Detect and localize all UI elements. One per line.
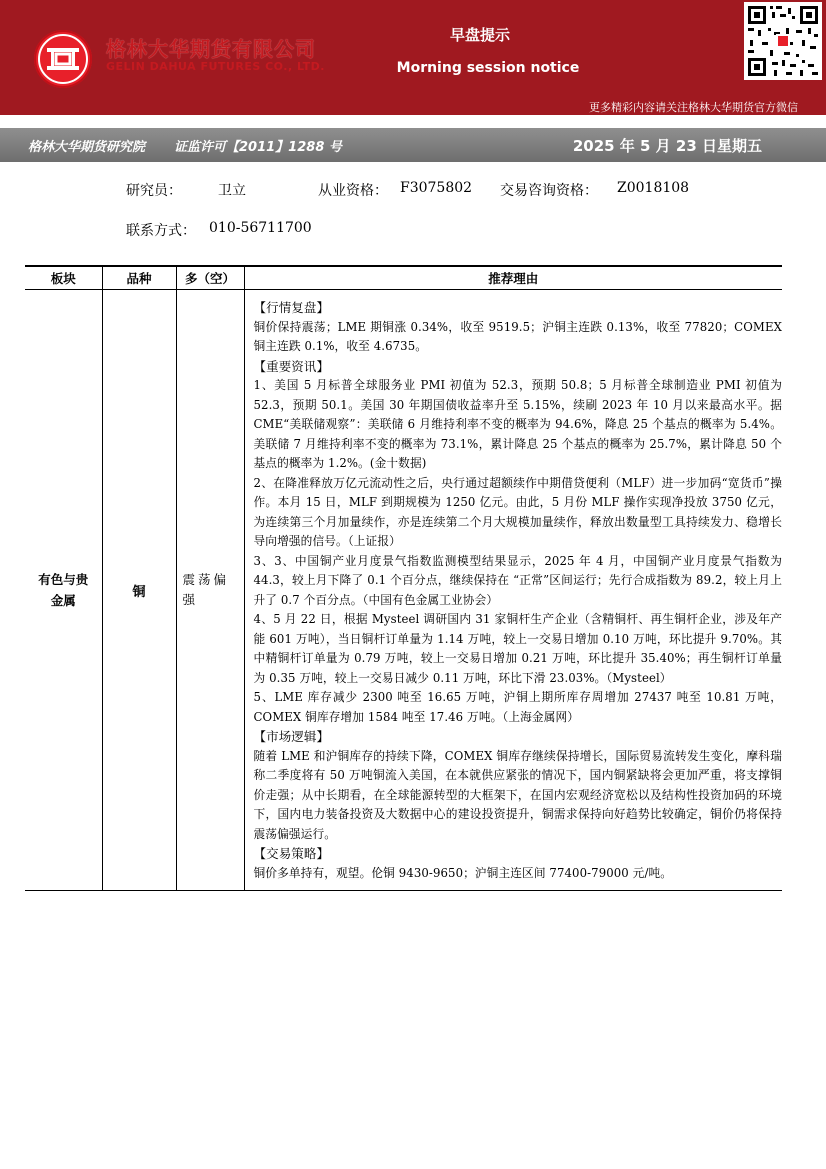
variety-cell xyxy=(102,290,176,891)
news-item-2: 2、在降准释放万亿元流动性之后，央行通过超额续作中期借贷便利（MLF）进一步加码“宽货币”操作。本月 15 日，MLF 到期规模为 1250 亿元。由此，5 月份 MLF 操作实现净投放 3750 亿元，为连续第三个月加量续作，亦是连续第二个月大规模加量续作，释放出数量型工具持续发力、稳增长导向增强的信号。（上证报） xyxy=(253,475,782,548)
paragraph-market-logic: 随着 LME 和沪铜库存的持续下降，COMEX 铜库存继续保持增长，国际贸易流转发生变化，摩科瑞称二季度将有 50 万吨铜流入美国，在本就供应紧张的情况下，国内铜紧缺将会更加严重，将支撑铜价走强；从中长期看，在全球能源转型的大框架下，在国内宏观经济宽松以及结构性投资加码的环境下，国内电力装备投资及大数据中心的建设投资提升，铜需求保持向好趋势比较确定，铜价仍将保持震荡偏强运行。 xyxy=(253,748,782,841)
institute-name: 格林大华期货研究院 xyxy=(28,140,146,155)
sector-cell xyxy=(25,290,102,891)
news-item-5: 5、LME 库存减少 2300 吨至 16.65 万吨，沪铜上期所库存周增加 27437 吨至 10.81 万吨，COMEX 铜库存增加 1584 吨至 17.46 万吨。（上海金属网） xyxy=(253,690,782,724)
consult-qualification-label: 交易咨询资格： xyxy=(500,183,598,199)
info-bar xyxy=(0,128,826,162)
contact-phone: 010-56711700 xyxy=(209,220,312,236)
sector-line-1: 有色与贵 xyxy=(38,572,89,587)
section-heading-trading-strategy: 【交易策略】 xyxy=(253,846,330,861)
header-reason: 推荐理由 xyxy=(244,266,782,290)
researcher-label: 研究员： xyxy=(126,183,182,199)
section-heading-market-logic: 【市场逻辑】 xyxy=(253,729,330,744)
reason-cell xyxy=(244,290,782,891)
report-title-en: Morning session notice xyxy=(396,60,580,76)
table-header-row xyxy=(25,266,782,290)
researcher-name: 卫立 xyxy=(218,183,246,199)
paragraph-market-review: 铜价保持震荡；LME 期铜涨 0.34%，收至 9519.5；沪铜主连跌 0.13%，收至 77820；COMEX 铜主连跌 0.1%，收至 4.6735。 xyxy=(253,319,782,353)
table-row xyxy=(25,290,782,891)
contact-label: 联系方式： xyxy=(126,223,196,239)
direction-cell xyxy=(176,290,244,891)
qr-code-icon xyxy=(744,2,822,80)
qualification-number: F3075802 xyxy=(400,180,473,196)
news-item-3: 3、3、中国铜产业月度景气指数监测模型结果显示，2025 年 4 月，中国铜产业月度景气指数为 44.3，较上月下降了 0.1 个百分点，继续保持在 “正常”区间运行；先行合成指数为 89.2，较上月上升了 0.7 个百分点。（中国有色金属工业协会） xyxy=(253,553,782,607)
section-heading-market-review: 【行情复盘】 xyxy=(253,300,330,315)
report-title-cn: 早盘提示 xyxy=(449,26,510,44)
section-heading-key-news: 【重要资讯】 xyxy=(253,358,330,374)
news-item-1: 1、美国 5 月标普全球服务业 PMI 初值为 52.3，预期 50.8；5 月标普全球制造业 PMI 初值为 52.3，预期 50.1。美国 30 年期国债收益率升至 5.15%，续刷 2023 年 10 月以来最高水平。据 CME“美联储观察”：美联储 6 月维持利率不变的概率为 94.6%，降息 25 个基点的概率为 5.4%。美联储 7 月维持利率不变的概率为 73.1%，累计降息 25 个基点的概率为 25.7%，累计降息 50 个基点的概率为 1.2%。(金十数据) xyxy=(253,378,782,470)
wechat-follow-note: 更多精彩内容请关注格林大华期货官方微信 xyxy=(589,101,798,114)
report-date: 2025 年 5 月 23 日星期五 xyxy=(572,137,762,155)
consult-qualification-number: Z0018108 xyxy=(617,180,690,196)
header-sector: 板块 xyxy=(25,266,102,290)
page-header xyxy=(0,0,826,115)
variety-name: 铜 xyxy=(132,584,146,600)
header-variety: 品种 xyxy=(102,266,176,290)
recommendation-table xyxy=(25,265,782,891)
company-name-en: GELIN DAHUA FUTURES CO., LTD. xyxy=(106,60,325,73)
header-direction: 多（空） xyxy=(176,266,244,290)
company-name-cn: 格林大华期货有限公司 xyxy=(106,37,316,61)
sector-line-2: 金属 xyxy=(50,593,76,608)
gelin-logo-icon xyxy=(34,30,92,88)
direction-line-1: 震荡偏 xyxy=(182,572,230,587)
license-number: 证监许可【2011】1288 号 xyxy=(174,140,342,155)
news-item-4: 4、5 月 22 日，根据 Mysteel 调研国内 31 家铜杆生产企业（含精铜杆、再生铜杆企业，涉及年产能 601 万吨），当日铜杆订单量为 1.14 万吨，较上一交易日增加 0.10 万吨，环比提升 9.70%。其中精铜杆订单量为 0.79 万吨，较上一交易日增加 0.21 万吨，环比提升 35.40%；再生铜杆订单量为 0.35 万吨，较上一交易日减少 0.11 万吨，环比下滑 23.03%。（Mysteel） xyxy=(253,612,782,685)
paragraph-trading-strategy: 铜价多单持有，观望。伦铜 9430-9650；沪铜主连区间 77400-79000 元/吨。 xyxy=(253,865,673,880)
direction-line-2: 强 xyxy=(182,592,199,607)
qualification-label: 从业资格： xyxy=(318,183,388,199)
